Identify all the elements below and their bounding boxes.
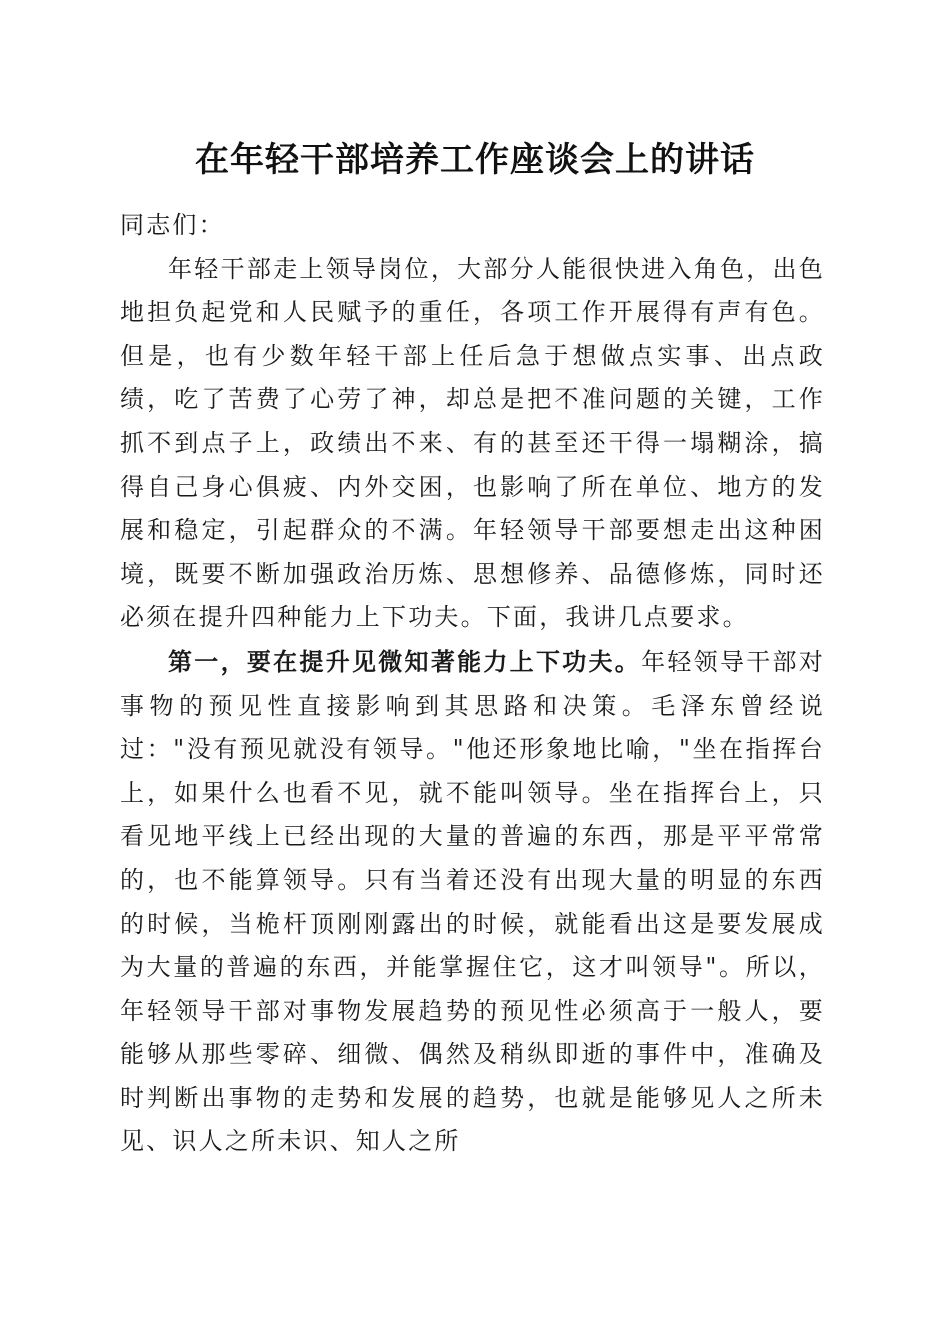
salutation: 同志们： — [120, 211, 225, 239]
paragraph-intro: 年轻干部走上领导岗位，大部分人能很快进入角色，出色地担负起党和人民赋予的重任，各项工作开展得有声有色。但是，也有少数年轻干部上任后急于想做点实事、出点政绩，吃了苦费了心劳了神，却总是把不准问题的关键，工作抓不到点子上，政绩出不来、有的甚至还干得一塌糊涂，搞得自己身心俱疲、内外交困，也影响了所在单位、地方的发展和稳定，引起群众的不满。年轻领导干部要想走出这种困境，既要不断加强政治历炼、思想修养、品德修炼，同时还必须在提升四种能力上下功夫。下面，我讲几点要求。 — [120, 254, 825, 632]
paragraph-lead-heading: 第一，要在提升见微知著能力上下功夫。 — [168, 646, 642, 676]
paragraph-first-point-body: 年轻领导干部对事物的预见性直接影响到其思路和决策。毛泽东曾经说过："没有预见就没有领导。"他还形象地比喻，"坐在指挥台上，如果什么也看不见，就不能叫领导。坐在指挥台上，只看见地平线上已经出现的大量的普遍的东西，那是平平常常的，也不能算领导。只有当着还没有出现大量的明显的东西的时候，当桅杆顶刚刚露出的时候，就能看出这是要发展成为大量的普遍的东西，并能掌握住它，这才叫领导"。所以，年轻领导干部对事物发展趋势的预见性必须高于一般人，要能够从那些零碎、细微、偶然及稍纵即逝的事件中，准确及时判断出事物的走势和发展的趋势，也就是能够见人之所未见、识人之所未识、知人之所 — [120, 647, 825, 1156]
paragraph-first-point — [120, 640, 825, 1164]
document-title: 在年轻干部培养工作座谈会上的讲话 — [195, 140, 755, 180]
document-body — [120, 204, 825, 1164]
